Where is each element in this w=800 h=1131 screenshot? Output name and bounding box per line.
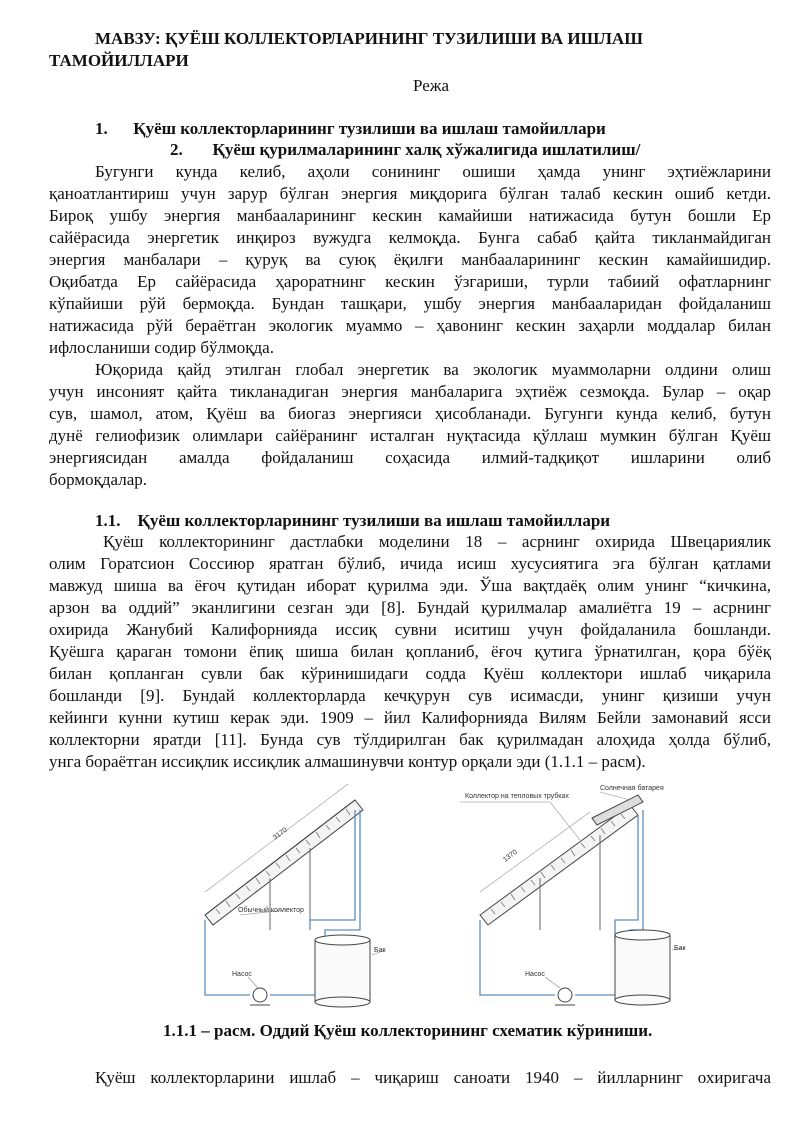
paragraph-1-line: Бугунги кунда келиб, аҳоли сонининг ошиши ҳамда унинг эҳтиёжларини xyxy=(95,162,771,181)
plan-item-2: 2. Қуёш қурилмаларининг халқ хўжалигида ишлатилиш/ xyxy=(170,140,641,159)
left-tank-label: Бак xyxy=(374,947,386,954)
paragraph-3-line: унга бораётган иссиқлик иссиқлик алмашинувчи контур орқали эди (1.1.1 – расм). xyxy=(49,752,646,771)
paragraph-1-line: Оқибатда Ер сайёрасида ҳароратнинг кескин ўзгариши, турли табиий офатларнинг xyxy=(49,272,771,291)
right-tank xyxy=(615,935,670,1000)
document-title-line1: МАВЗУ: ҚУЁШ КОЛЛЕКТОРЛАРИНИНГ ТУЗИЛИШИ ВА ИШЛАШ xyxy=(95,29,643,48)
document-title-line2: ТАМОЙИЛЛАРИ xyxy=(49,51,189,70)
paragraph-2-line: Юқорида қайд этилган глобал энергетик ва экологик муаммоларни олдини олиш xyxy=(95,360,771,379)
right-system xyxy=(460,792,685,1005)
left-length-label: 3170 xyxy=(271,826,289,842)
paragraph-2-line: энергиясидан амалда фойдаланиш соҳасида илмий-тадқиқот ишларини олиб xyxy=(49,448,771,467)
paragraph-1-line: қаноатлантириш учун зарур бўлган энергия миқдорига бўлган талаб кескин ошиб кетди. xyxy=(49,184,771,203)
paragraph-1-line: ифлосланиши содир бўлмоқда. xyxy=(49,338,274,357)
right-battery-label: Солнечная батарея xyxy=(600,785,664,792)
right-pump xyxy=(558,988,572,1002)
right-collector-label: Коллектор на тепловых трубках xyxy=(465,793,569,800)
left-pump xyxy=(253,988,267,1002)
paragraph-3-line: бошланди [9]. Бундай коллекторларда кечқурун сув исимасди, унинг қизиши учун xyxy=(49,686,771,705)
figure-caption: 1.1.1 – расм. Оддий Қуёш коллекторининг схематик кўриниши. xyxy=(163,1021,653,1040)
paragraph-3-line: арзон ва оддий” эканлигини сезган эди [8]. Бундай қурилмалар амалиётга 19 – асрнинг xyxy=(49,598,771,617)
paragraph-3-line: Қуёшга қараган томони ёпиқ шиша билан қопланиб, ёғоч қутига ўрнатилган, қора бўёқ xyxy=(49,642,771,661)
paragraph-1-line: энергия манбалари – қуруқ ва суюқ ёқилғи манбааларининг кескин камайишидир. xyxy=(49,250,771,269)
paragraph-3-line: кейинги кунни кутиш керак эди. 1909 – йил Калифорнияда Вилям Бейли замонавий ясси xyxy=(49,708,771,727)
left-tank xyxy=(315,940,370,1002)
plan-item-1: 1. Қуёш коллекторларининг тузилиши ва ишлаш тамойиллари xyxy=(95,119,606,138)
paragraph-1-line: Бироқ ушбу энергия манбааларининг кескин камайиши натижасида бутун бошли Ер xyxy=(49,206,771,225)
paragraph-3-line: мавжуд шиша ва ёғоч қутидан иборат қурилма эди. Ўша вақтдаёқ олим унинг “кичкина, xyxy=(49,576,771,595)
paragraph-2-line: сув, шамол, атом, Қуёш ва биогаз энергияси ҳисобланади. Бугунги кунда келиб, бутун xyxy=(49,404,771,423)
solar-collector-figure xyxy=(160,780,720,1015)
paragraph-1-line: сайёрасида энергетик инқироз вужудга келмоқда. Бунга сабаб қайта тикланмайдиган xyxy=(49,228,771,247)
right-tank-label: Бак xyxy=(674,945,686,952)
right-pump-label: Насос xyxy=(525,971,545,978)
plan-label: Режа xyxy=(413,76,450,95)
paragraph-2-line: учун инсоният қайта тикланадиган энергия манбаларига эҳтиёж сезмоқда. Булар – оқар xyxy=(49,382,771,401)
right-length-label: 1370 xyxy=(502,848,519,864)
paragraph-2-line: дунё гелиофизик олимлари сайёранинг исталган нуқтасида қўллаш мумкин бўлган Қуёш xyxy=(49,426,771,445)
heat-pipe-collector-panel xyxy=(480,805,638,925)
paragraph-1-line: натижасида рўй бераётган экологик муаммо – ҳавонинг кескин заҳарли моддалар билан xyxy=(49,316,771,335)
paragraph-3-line: олим Горатсион Соссиюр яратган бўлиб, ичида исиш хусусиятига эга бўлган қатлами xyxy=(49,554,771,573)
left-pump-label: Насос xyxy=(232,971,252,978)
paragraph-3-line: коллекторни яратди [11]. Бунда сув тўлдирилган бак қурилмадан алоҳида ҳолда бўлиб, xyxy=(49,730,771,749)
section-heading: 1.1. Қуёш коллекторларининг тузилиши ва ишлаш тамойиллари xyxy=(95,511,611,530)
paragraph-3-line: билан қопланган сувли бак кўринишидаги содда Қуёш коллектори ишлаб чиқарила xyxy=(49,664,771,683)
paragraph-3-line: охирида Жанубий Калифорнияда иссиқ сувни иситиш учун фойдаланила бошланди. xyxy=(49,620,771,639)
paragraph-3-line: Қуёш коллекторининг дастлабки моделини 18 – асрнинг охирида Швецариялик xyxy=(103,532,771,551)
last-line: Қуёш коллекторларини ишлаб – чиқариш саноати 1940 – йилларнинг охиригача xyxy=(95,1068,771,1087)
solar-collector-diagram xyxy=(160,780,720,1015)
left-collector-label: Обычный коллектор xyxy=(238,907,304,914)
paragraph-2-line: бормоқдалар. xyxy=(49,470,148,489)
paragraph-1-line: кўпайиши рўй бермоқда. Бундан ташқари, ушбу энергия манбааларидан фойдаланиш xyxy=(49,294,771,313)
